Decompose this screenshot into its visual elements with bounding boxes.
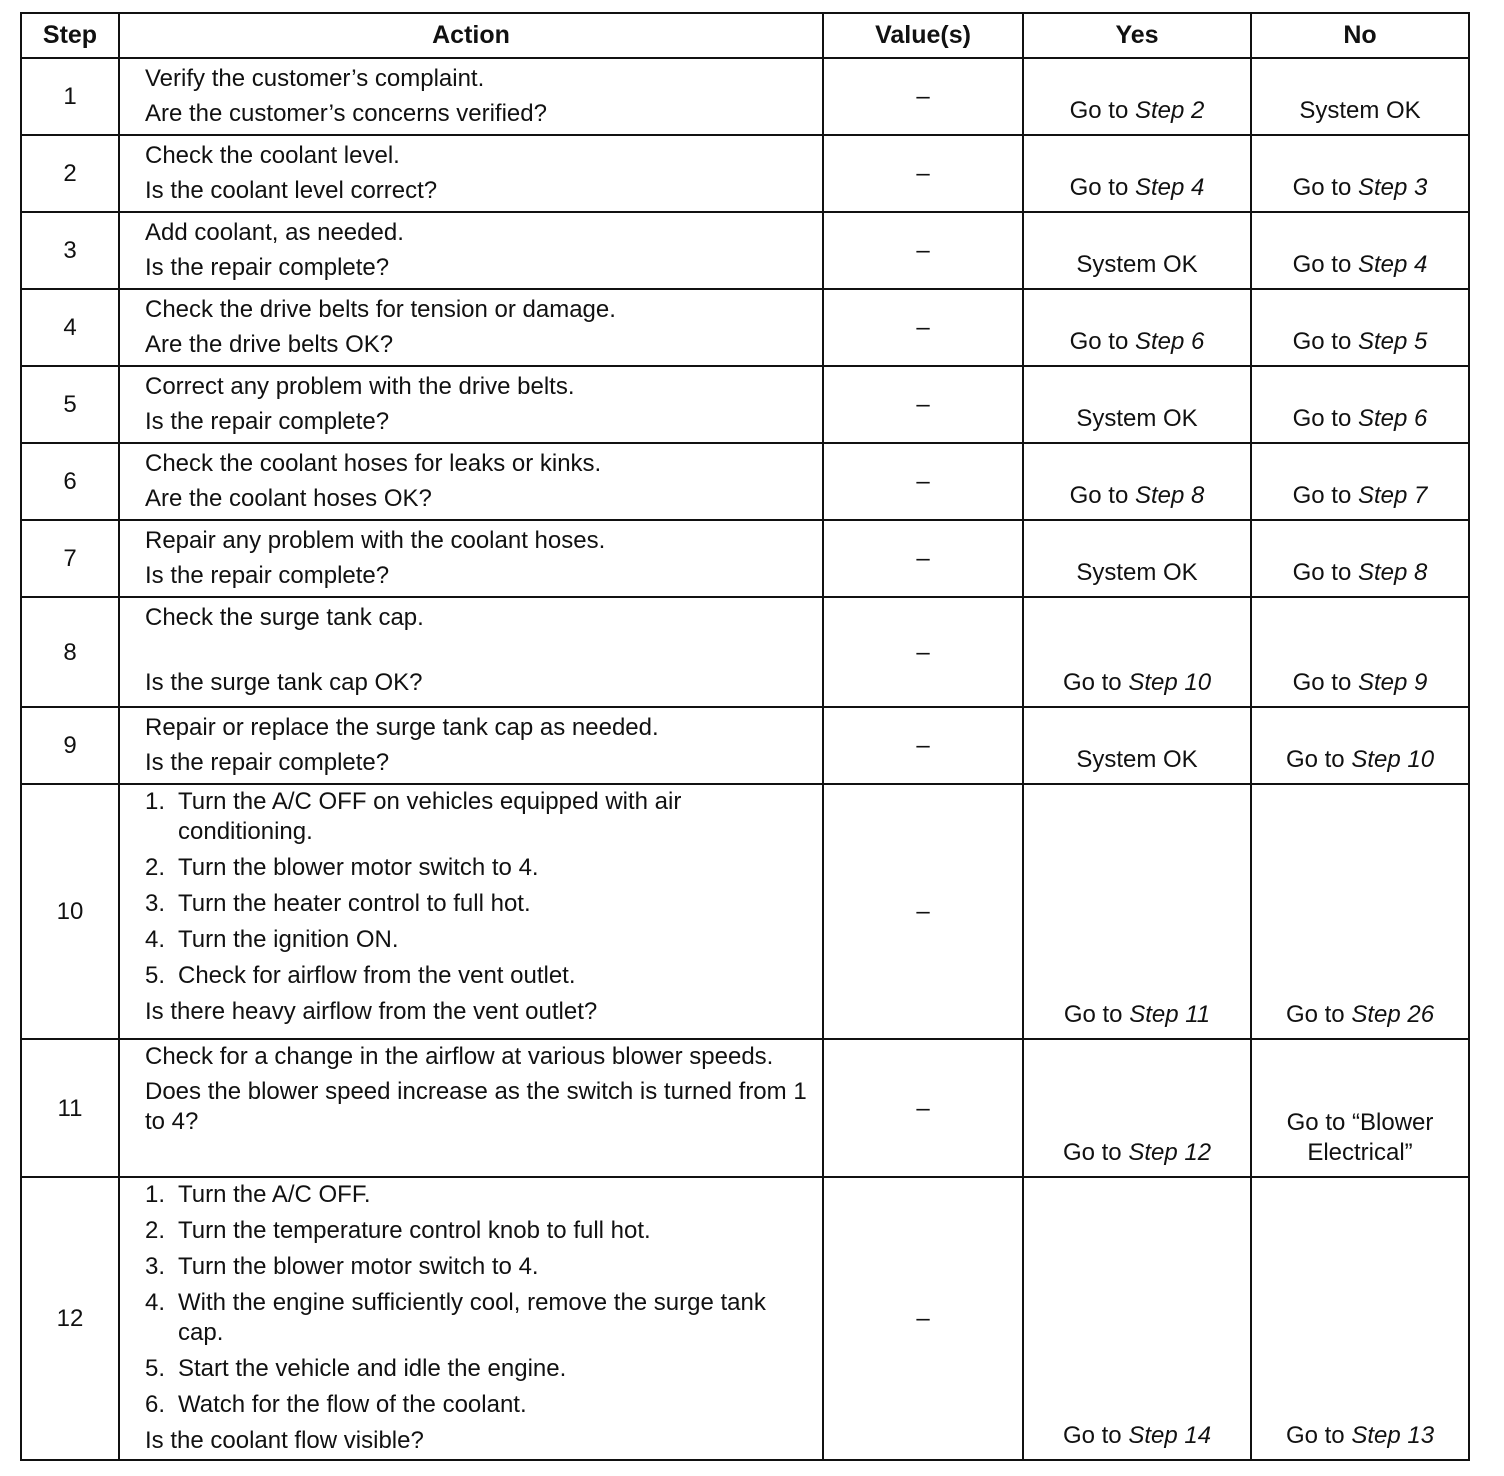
- action-step-item: [145, 889, 812, 919]
- yes-result[interactable]: [1076, 404, 1197, 434]
- yes-result-cell: [1023, 707, 1251, 784]
- step-number: 8: [21, 597, 119, 707]
- yes-result-text: Go to: [1069, 174, 1135, 201]
- step-number: 4: [21, 289, 119, 366]
- action-step-number: 6.: [145, 1391, 166, 1418]
- yes-result-cell: [1023, 212, 1251, 289]
- action-steps-list: [145, 1180, 812, 1420]
- no-result[interactable]: [1293, 558, 1428, 588]
- value-cell: –: [823, 443, 1023, 520]
- action-cell: [119, 784, 823, 1039]
- value-cell: –: [823, 289, 1023, 366]
- no-result-step-link[interactable]: Step 8: [1357, 559, 1428, 586]
- table-row: [21, 212, 1469, 289]
- action-cell: [119, 135, 823, 212]
- action-step-text: Start the vehicle and idle the engine.: [178, 1355, 567, 1382]
- action-instruction: Repair any problem with the coolant hoses.: [145, 527, 606, 554]
- action-instruction: Correct any problem with the drive belts.: [145, 373, 575, 400]
- action-step-text: Turn the blower motor switch to 4.: [178, 1253, 539, 1280]
- table-row: [21, 784, 1469, 1039]
- step-number: 12: [21, 1177, 119, 1460]
- action-step-item: [145, 1216, 812, 1246]
- table-row: [21, 1039, 1469, 1177]
- no-result-cell: [1251, 784, 1469, 1039]
- no-result-text: Go to: [1285, 746, 1352, 773]
- no-result-step-link[interactable]: Step 7: [1357, 482, 1428, 509]
- action-cell: [119, 520, 823, 597]
- yes-result-text: Go to: [1062, 1422, 1129, 1449]
- table-row: [21, 135, 1469, 212]
- action-step-number: 4.: [145, 1289, 166, 1316]
- action-steps-list: [145, 787, 812, 991]
- value-cell: –: [823, 784, 1023, 1039]
- yes-result-cell: [1023, 1177, 1251, 1460]
- action-cell: [119, 58, 823, 135]
- step-number: 5: [21, 366, 119, 443]
- yes-result-text: Go to: [1069, 482, 1135, 509]
- action-step-number: 5.: [145, 962, 166, 989]
- yes-result-step-link[interactable]: Step 4: [1134, 174, 1205, 201]
- no-result[interactable]: [1293, 404, 1428, 434]
- action-cell: [119, 707, 823, 784]
- action-instruction: Check for a change in the airflow at various blower speeds.: [145, 1043, 774, 1070]
- action-instruction: Check the coolant hoses for leaks or kinks.: [145, 450, 602, 477]
- yes-result-text: System OK: [1076, 251, 1198, 278]
- yes-result-text: System OK: [1076, 559, 1198, 586]
- action-step-number: 3.: [145, 890, 166, 917]
- no-result-cell: [1251, 520, 1469, 597]
- value-cell: –: [823, 212, 1023, 289]
- no-result-step-link[interactable]: Step 10: [1351, 746, 1435, 773]
- action-instruction: Add coolant, as needed.: [145, 219, 404, 246]
- action-step-number: 1.: [145, 788, 166, 815]
- action-instruction: Repair or replace the surge tank cap as needed.: [145, 714, 659, 741]
- diagnostic-table: [20, 12, 1470, 1461]
- no-result-cell: [1251, 212, 1469, 289]
- no-result[interactable]: [1286, 1000, 1434, 1030]
- no-result-text: System OK: [1299, 97, 1421, 124]
- no-result-text: Go to: [1292, 559, 1358, 586]
- no-result-step-link[interactable]: Step 9: [1357, 669, 1428, 696]
- no-result-cell: [1251, 58, 1469, 135]
- header-step: Step: [21, 13, 119, 58]
- yes-result[interactable]: [1070, 327, 1205, 357]
- yes-result-cell: [1023, 520, 1251, 597]
- action-step-text: Check for airflow from the vent outlet.: [178, 962, 576, 989]
- value-cell: –: [823, 597, 1023, 707]
- action-step-text: Turn the ignition ON.: [178, 926, 399, 953]
- no-result-step-link[interactable]: Step 3: [1357, 174, 1428, 201]
- action-step-number: 1.: [145, 1181, 166, 1208]
- step-number: 2: [21, 135, 119, 212]
- no-result[interactable]: [1293, 481, 1428, 511]
- table-row: [21, 443, 1469, 520]
- action-step-text: Turn the A/C OFF.: [178, 1181, 371, 1208]
- yes-result-text: Go to: [1063, 1001, 1130, 1028]
- action-step-number: 4.: [145, 926, 166, 953]
- action-step-text: Turn the temperature control knob to full hot.: [178, 1217, 651, 1244]
- yes-result-step-link[interactable]: Step 10: [1128, 669, 1212, 696]
- yes-result-cell: [1023, 597, 1251, 707]
- action-step-item: [145, 1252, 812, 1282]
- action-cell: [119, 1177, 823, 1460]
- no-result-text: Go to: [1292, 482, 1358, 509]
- step-number: 3: [21, 212, 119, 289]
- action-instruction: Check the coolant level.: [145, 142, 400, 169]
- action-step-item: [145, 961, 812, 991]
- step-number: 10: [21, 784, 119, 1039]
- no-result-cell: [1251, 366, 1469, 443]
- no-result[interactable]: [1293, 668, 1428, 698]
- header-no: No: [1251, 13, 1469, 58]
- no-result[interactable]: [1293, 250, 1428, 280]
- yes-result-step-link[interactable]: Step 14: [1128, 1422, 1212, 1449]
- yes-result[interactable]: [1076, 745, 1197, 775]
- action-question: Is there heavy airflow from the vent outlet?: [145, 998, 598, 1025]
- value-cell: –: [823, 520, 1023, 597]
- no-result-cell: [1251, 289, 1469, 366]
- value-cell: –: [823, 1177, 1023, 1460]
- action-step-text: With the engine sufficiently cool, remove the surge tank cap.: [178, 1289, 766, 1346]
- action-cell: [119, 366, 823, 443]
- action-question: Is the repair complete?: [145, 749, 390, 776]
- action-step-number: 2.: [145, 1217, 166, 1244]
- table-row: [21, 58, 1469, 135]
- action-question: Is the coolant level correct?: [145, 177, 438, 204]
- action-question: Are the drive belts OK?: [145, 331, 394, 358]
- no-result-text: Go to “Blower Electrical”: [1286, 1109, 1434, 1166]
- no-result-step-link[interactable]: Step 5: [1357, 328, 1428, 355]
- yes-result-cell: [1023, 289, 1251, 366]
- header-row: [21, 13, 1469, 58]
- yes-result-text: Go to: [1069, 97, 1135, 124]
- yes-result[interactable]: [1064, 1000, 1210, 1030]
- yes-result-cell: [1023, 366, 1251, 443]
- yes-result-cell: [1023, 58, 1251, 135]
- action-instruction: Check the drive belts for tension or damage.: [145, 296, 616, 323]
- action-question: Are the coolant hoses OK?: [145, 485, 432, 512]
- action-question: Is the coolant flow visible?: [145, 1427, 424, 1454]
- action-cell: [119, 212, 823, 289]
- table-row: [21, 707, 1469, 784]
- action-step-number: 2.: [145, 854, 166, 881]
- yes-result-cell: [1023, 135, 1251, 212]
- no-result-text: Go to: [1292, 669, 1358, 696]
- value-cell: –: [823, 707, 1023, 784]
- no-result-cell: [1251, 443, 1469, 520]
- no-result-cell: [1251, 135, 1469, 212]
- no-result-step-link[interactable]: Step 4: [1357, 251, 1428, 278]
- action-step-item: [145, 853, 812, 883]
- action-step-item: [145, 1390, 812, 1420]
- no-result-text: Go to: [1292, 251, 1358, 278]
- no-result-cell: [1251, 707, 1469, 784]
- no-result[interactable]: [1286, 1421, 1434, 1451]
- action-cell: [119, 1039, 823, 1177]
- table-row: [21, 289, 1469, 366]
- action-instruction: Verify the customer’s complaint.: [145, 65, 485, 92]
- action-question: Is the repair complete?: [145, 254, 390, 281]
- no-result-cell: [1251, 1177, 1469, 1460]
- yes-result[interactable]: [1070, 173, 1205, 203]
- value-cell: –: [823, 135, 1023, 212]
- yes-result-cell: [1023, 1039, 1251, 1177]
- value-cell: –: [823, 58, 1023, 135]
- action-question: Is the surge tank cap OK?: [145, 669, 423, 696]
- step-number: 6: [21, 443, 119, 520]
- step-number: 9: [21, 707, 119, 784]
- action-instruction: Check the surge tank cap.: [145, 604, 424, 631]
- action-cell: [119, 597, 823, 707]
- yes-result-step-link[interactable]: Step 8: [1134, 482, 1205, 509]
- action-question: Is the repair complete?: [145, 562, 390, 589]
- no-result[interactable]: [1299, 96, 1420, 126]
- no-result-cell: [1251, 1039, 1469, 1177]
- no-result-step-link[interactable]: Step 6: [1357, 405, 1428, 432]
- yes-result-step-link[interactable]: Step 11: [1129, 1001, 1211, 1028]
- action-cell: [119, 289, 823, 366]
- no-result[interactable]: [1286, 745, 1434, 775]
- value-cell: –: [823, 366, 1023, 443]
- header-action: Action: [119, 13, 823, 58]
- table-row: [21, 366, 1469, 443]
- action-step-item: [145, 1354, 812, 1384]
- action-question: Does the blower speed increase as the switch is turned from 1 to 4?: [145, 1078, 807, 1135]
- action-step-item: [145, 1180, 812, 1210]
- no-result-text: Go to: [1285, 1422, 1352, 1449]
- yes-result[interactable]: [1063, 1421, 1211, 1451]
- no-result-text: Go to: [1292, 405, 1358, 432]
- no-result-text: Go to: [1285, 1001, 1352, 1028]
- no-result-step-link[interactable]: Step 13: [1351, 1422, 1435, 1449]
- yes-result[interactable]: [1063, 1138, 1211, 1168]
- action-step-item: [145, 787, 812, 847]
- value-cell: –: [823, 1039, 1023, 1177]
- step-number: 1: [21, 58, 119, 135]
- no-result-cell: [1251, 597, 1469, 707]
- no-result-text: Go to: [1292, 174, 1358, 201]
- table-row: [21, 597, 1469, 707]
- yes-result-text: System OK: [1076, 746, 1198, 773]
- yes-result-text: Go to: [1062, 669, 1129, 696]
- yes-result-text: System OK: [1076, 405, 1198, 432]
- yes-result-step-link[interactable]: Step 2: [1134, 97, 1205, 124]
- yes-result[interactable]: [1070, 96, 1205, 126]
- step-number: 7: [21, 520, 119, 597]
- action-step-number: 5.: [145, 1355, 166, 1382]
- action-step-item: [145, 925, 812, 955]
- action-question: Are the customer’s concerns verified?: [145, 100, 547, 127]
- yes-result-cell: [1023, 443, 1251, 520]
- yes-result-step-link[interactable]: Step 12: [1128, 1139, 1212, 1166]
- header-values: Value(s): [823, 13, 1023, 58]
- yes-result-text: Go to: [1069, 328, 1135, 355]
- yes-result-text: Go to: [1062, 1139, 1129, 1166]
- action-cell: [119, 443, 823, 520]
- no-result[interactable]: [1293, 327, 1428, 357]
- yes-result[interactable]: [1076, 250, 1197, 280]
- action-step-text: Watch for the flow of the coolant.: [178, 1391, 527, 1418]
- no-result[interactable]: [1265, 1108, 1455, 1168]
- step-number: 11: [21, 1039, 119, 1177]
- yes-result[interactable]: [1076, 558, 1197, 588]
- no-result[interactable]: [1293, 173, 1428, 203]
- table-row: [21, 1177, 1469, 1460]
- action-step-text: Turn the blower motor switch to 4.: [178, 854, 539, 881]
- yes-result[interactable]: [1070, 481, 1205, 511]
- action-step-item: [145, 1288, 812, 1348]
- no-result-text: Go to: [1292, 328, 1358, 355]
- action-step-text: Turn the A/C OFF on vehicles equipped with air conditioning.: [178, 788, 682, 845]
- header-yes: Yes: [1023, 13, 1251, 58]
- no-result-step-link[interactable]: Step 26: [1351, 1001, 1435, 1028]
- yes-result[interactable]: [1063, 668, 1211, 698]
- yes-result-cell: [1023, 784, 1251, 1039]
- table-row: [21, 520, 1469, 597]
- action-question: Is the repair complete?: [145, 408, 390, 435]
- action-step-text: Turn the heater control to full hot.: [178, 890, 531, 917]
- yes-result-step-link[interactable]: Step 6: [1134, 328, 1205, 355]
- action-step-number: 3.: [145, 1253, 166, 1280]
